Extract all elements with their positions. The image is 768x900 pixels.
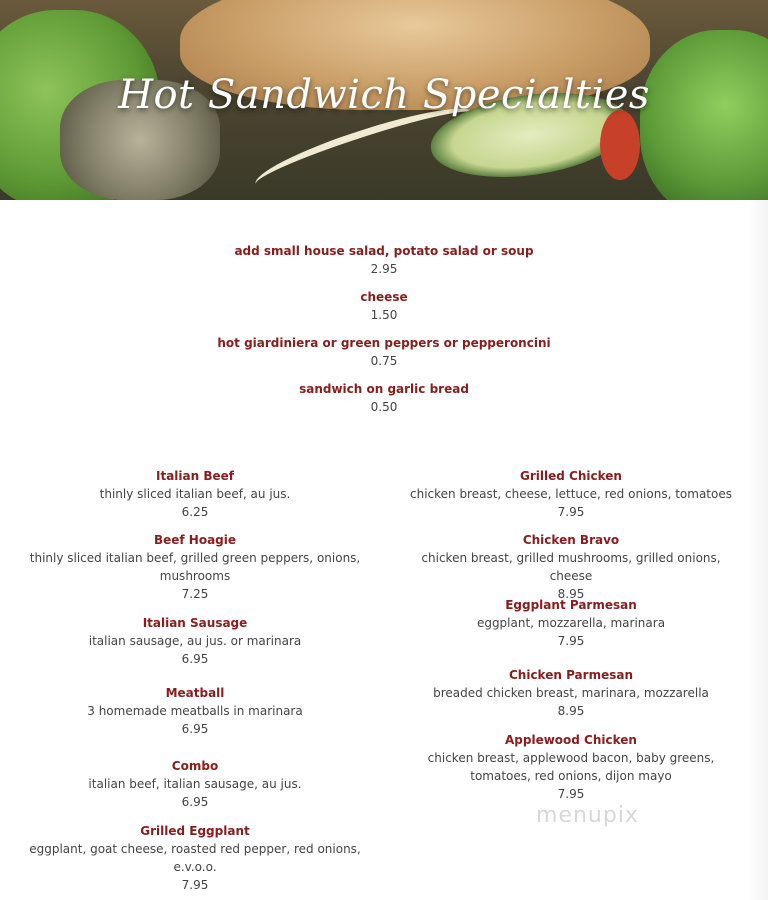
menu-item-name: Grilled Chicken bbox=[520, 469, 622, 483]
menu-item-desc: 3 homemade meatballs in marinara bbox=[87, 704, 303, 718]
menu-item-price: 7.95 bbox=[557, 634, 585, 648]
menu-item-desc: chicken breast, grilled mushrooms, grilled onions, cheese bbox=[421, 551, 721, 583]
menu-item-price: 7.95 bbox=[557, 787, 585, 801]
menu-item bbox=[25, 757, 365, 811]
addon-price: 0.75 bbox=[370, 354, 398, 368]
page-title: Hot Sandwich Specialties bbox=[118, 72, 650, 118]
menu-item bbox=[25, 467, 365, 521]
menu-item-name: Applewood Chicken bbox=[505, 733, 637, 747]
addon-name: cheese bbox=[360, 290, 408, 304]
addon-item bbox=[0, 380, 768, 416]
menu-item bbox=[400, 467, 742, 521]
menu-item-name: Chicken Parmesan bbox=[508, 668, 633, 682]
menu-item-name: Combo bbox=[171, 759, 219, 773]
menu-item-price: 6.95 bbox=[181, 795, 209, 809]
menu-item bbox=[400, 731, 742, 803]
menu-item-desc: thinly sliced italian beef, au jus. bbox=[99, 487, 291, 501]
menu-item-price: 8.95 bbox=[557, 587, 585, 601]
menu-item-price: 7.95 bbox=[557, 505, 585, 519]
menu-item-desc: chicken breast, applewood bacon, baby greens, tomatoes, red onions, dijon mayo bbox=[427, 751, 715, 783]
menu-item-desc: italian beef, italian sausage, au jus. bbox=[88, 777, 302, 791]
menu-item-desc: thinly sliced italian beef, grilled green peppers, onions, mushrooms bbox=[29, 551, 361, 583]
menu-item-desc: chicken breast, cheese, lettuce, red onions, tomatoes bbox=[409, 487, 732, 501]
menu-item bbox=[25, 531, 365, 603]
addon-price: 1.50 bbox=[370, 308, 398, 322]
menu-item-price: 7.25 bbox=[181, 587, 209, 601]
menu-item bbox=[25, 684, 365, 738]
menu-item-price: 7.95 bbox=[181, 878, 209, 892]
menu-item-price: 6.95 bbox=[181, 652, 209, 666]
addon-price: 0.50 bbox=[370, 400, 398, 414]
menu-item-desc: italian sausage, au jus. or marinara bbox=[88, 634, 302, 648]
addon-price: 2.95 bbox=[370, 262, 398, 276]
menu-item-name: Italian Beef bbox=[156, 469, 234, 483]
addons-list bbox=[0, 242, 768, 426]
addon-name: hot giardiniera or green peppers or pepperoncini bbox=[217, 336, 551, 350]
menu-item-name: Meatball bbox=[165, 686, 225, 700]
menu-item bbox=[25, 614, 365, 668]
addon-name: sandwich on garlic bread bbox=[299, 382, 469, 396]
addon-name: add small house salad, potato salad or soup bbox=[234, 244, 534, 258]
menu-item bbox=[25, 822, 365, 894]
menu-item bbox=[400, 666, 742, 720]
menu-item-price: 6.25 bbox=[181, 505, 209, 519]
menu-item-name: Grilled Eggplant bbox=[140, 824, 250, 838]
menu-item bbox=[400, 596, 742, 650]
menu-item-name: Chicken Bravo bbox=[522, 533, 620, 547]
tomato-image bbox=[600, 110, 640, 180]
watermark-logo: menupix bbox=[536, 803, 639, 828]
addon-item bbox=[0, 334, 768, 370]
menu-item-name: Eggplant Parmesan bbox=[505, 598, 637, 612]
addon-item bbox=[0, 242, 768, 278]
addon-item bbox=[0, 288, 768, 324]
menu-item-name: Italian Sausage bbox=[142, 616, 248, 630]
menu-item-desc: eggplant, goat cheese, roasted red pepper, red onions, e.v.o.o. bbox=[29, 842, 361, 874]
edge-shadow bbox=[748, 200, 768, 900]
menu-item-name: Beef Hoagie bbox=[153, 533, 237, 547]
hero-banner bbox=[0, 0, 768, 200]
menu-item-price: 6.95 bbox=[181, 722, 209, 736]
menu-item bbox=[400, 531, 742, 603]
menu-item-price: 8.95 bbox=[557, 704, 585, 718]
menu-item-desc: eggplant, mozzarella, marinara bbox=[476, 616, 666, 630]
menu-item-desc: breaded chicken breast, marinara, mozzarella bbox=[433, 686, 709, 700]
